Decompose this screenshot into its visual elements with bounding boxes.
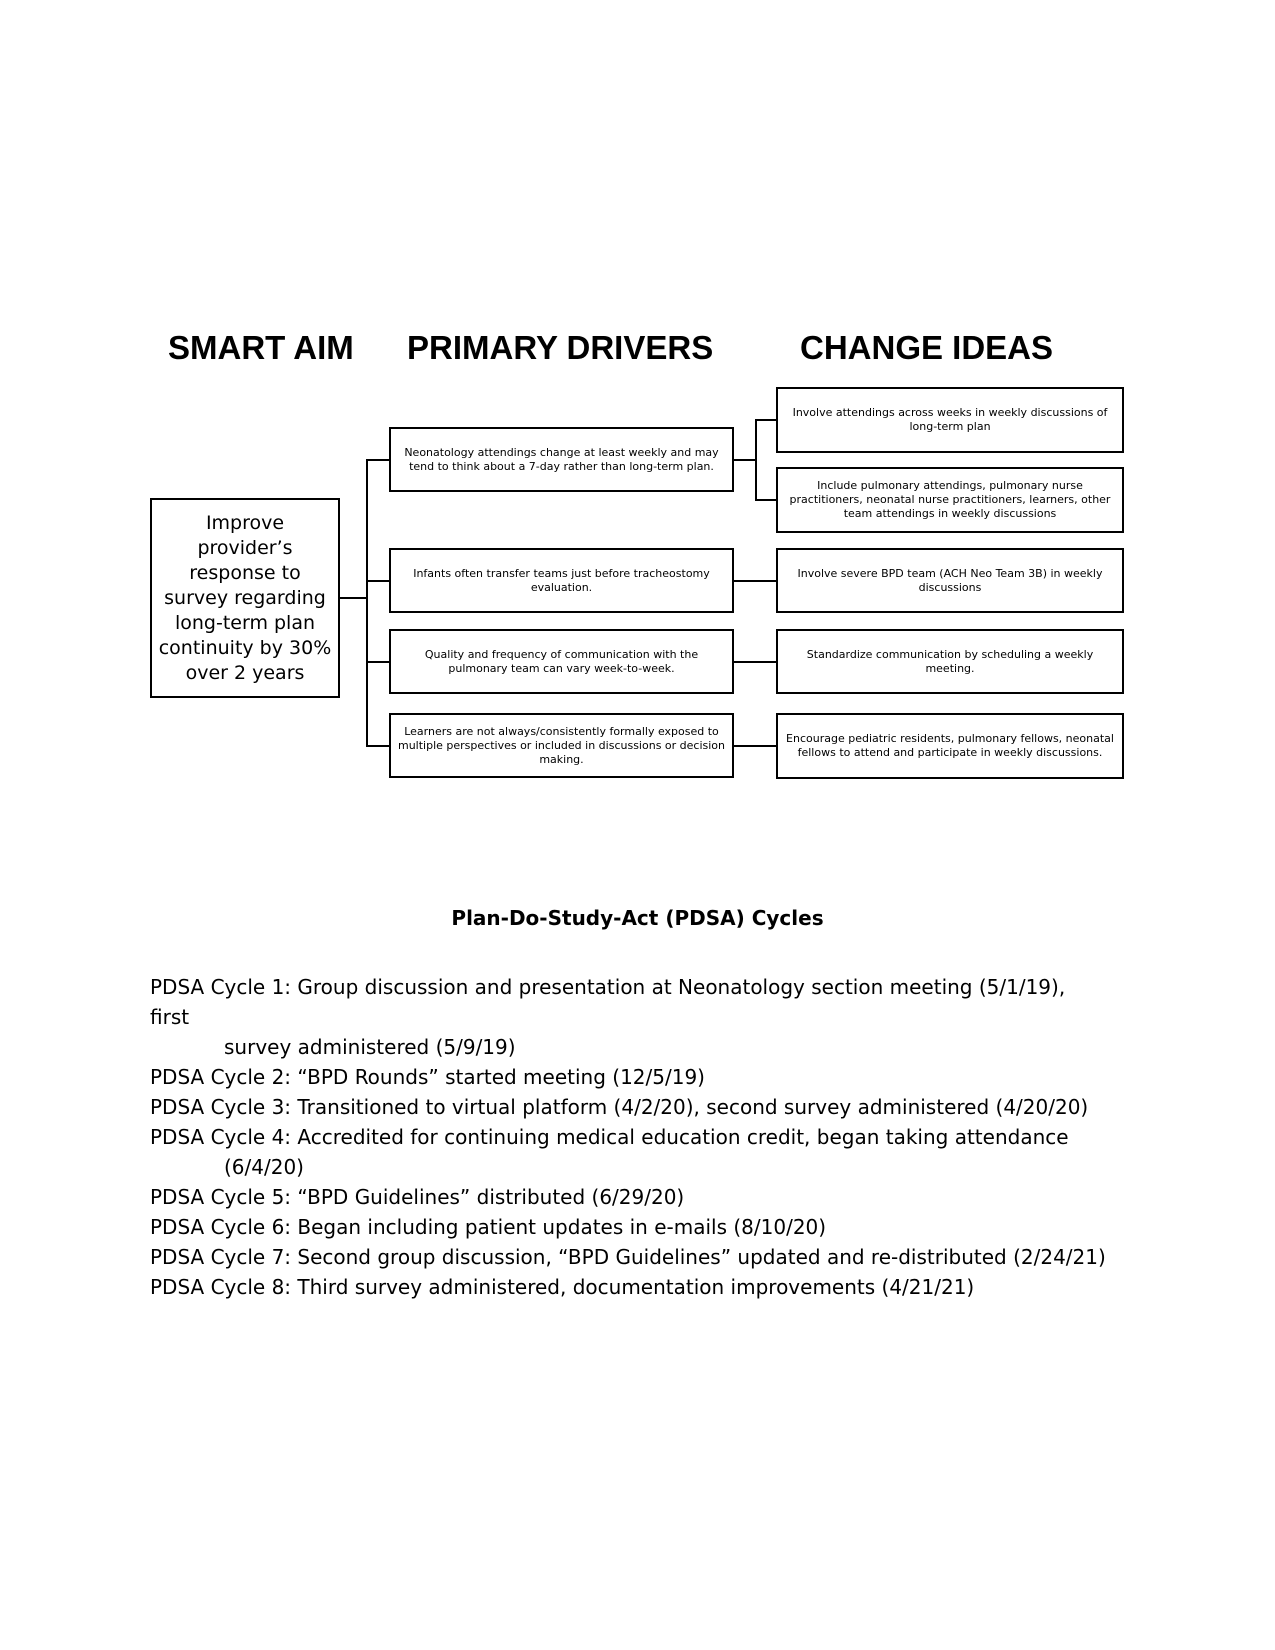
connector-driver-bracket — [366, 459, 368, 747]
connector-driver-1 — [366, 459, 390, 461]
pdsa-line-4: PDSA Cycle 2: “BPD Rounds” started meeting (12/5/19) — [150, 1065, 705, 1089]
idea-text-4: Standardize communication by scheduling a weekly meeting. — [806, 647, 1094, 675]
connector-driver-2 — [366, 580, 390, 582]
driver-box-3 — [389, 629, 734, 694]
idea-text-1: Involve attendings across weeks in weekly discussions of long-term plan — [792, 406, 1108, 433]
idea-text-2: Include pulmonary attendings, pulmonary nurse practitioners, neonatal nurse practitioners, learners, other team attendings in weekly discussions — [789, 479, 1111, 520]
driver-text-1: Neonatology attendings change at least weekly and may tend to think about a 7-day rather than long-term plan. — [404, 445, 719, 473]
idea-box-4 — [776, 629, 1124, 694]
connector-idea-2 — [755, 499, 777, 501]
connector-driver-4 — [366, 745, 390, 747]
header-smart-aim: SMART AIM — [168, 329, 354, 366]
idea-box-2 — [776, 467, 1124, 533]
driver-text-3: Quality and frequency of communication with the pulmonary team can vary week-to-week. — [424, 647, 699, 675]
connector-driver-3 — [366, 661, 390, 663]
pdsa-line-10: PDSA Cycle 7: Second group discussion, “BPD Guidelines” updated and re-distributed (2/24/21) — [150, 1245, 1106, 1269]
connector-aim-stem — [340, 597, 367, 599]
pdsa-line-9: PDSA Cycle 6: Began including patient updates in e-mails (8/10/20) — [150, 1215, 827, 1239]
pdsa-line-6: PDSA Cycle 4: Accredited for continuing medical education credit, began taking attendance — [150, 1125, 1069, 1149]
driver-text-2: Infants often transfer teams just before tracheostomy evaluation. — [413, 566, 710, 594]
pdsa-line-3: survey administered (5/9/19) — [224, 1035, 516, 1059]
pdsa-line-5: PDSA Cycle 3: Transitioned to virtual platform (4/2/20), second survey administered (4/20/20) — [150, 1095, 1089, 1119]
driver-text-4: Learners are not always/consistently formally exposed to multiple perspectives or included in discussions or decision making. — [397, 724, 726, 766]
smart-aim-box — [150, 498, 340, 698]
driver-box-2 — [389, 548, 734, 613]
pdsa-line-8: PDSA Cycle 5: “BPD Guidelines” distributed (6/29/20) — [150, 1185, 685, 1209]
idea-box-5 — [776, 713, 1124, 779]
connector-idea-3 — [734, 580, 777, 582]
connector-idea-4 — [734, 661, 777, 663]
idea-text-5: Encourage pediatric residents, pulmonary fellows, neonatal fellows to attend and participate in weekly discussions. — [786, 732, 1114, 759]
pdsa-title: Plan-Do-Study-Act (PDSA) Cycles — [451, 906, 824, 930]
connector-idea-5 — [734, 745, 777, 747]
idea-text-3: Involve severe BPD team (ACH Neo Team 3B) in weekly discussions — [797, 566, 1103, 594]
connector-idea-1 — [755, 419, 777, 421]
pdsa-line-2: first — [150, 1005, 190, 1029]
pdsa-line-11: PDSA Cycle 8: Third survey administered, documentation improvements (4/21/21) — [150, 1275, 975, 1299]
driver-box-4 — [389, 713, 734, 778]
header-change-ideas: CHANGE IDEAS — [800, 329, 1054, 366]
connector-idea-bracket — [755, 419, 757, 501]
driver-box-1 — [389, 427, 734, 492]
idea-box-3 — [776, 548, 1124, 613]
pdsa-line-7: (6/4/20) — [224, 1155, 304, 1179]
header-primary-drivers: PRIMARY DRIVERS — [407, 329, 714, 366]
idea-box-1 — [776, 387, 1124, 453]
pdsa-line-1: PDSA Cycle 1: Group discussion and presentation at Neonatology section meeting (5/1/19), — [150, 975, 1066, 999]
connector-idea-stem-1 — [734, 459, 756, 461]
smart-aim-text: Improve provider’s response to survey regarding long-term plan continuity by 30% over 2 years — [158, 511, 332, 684]
